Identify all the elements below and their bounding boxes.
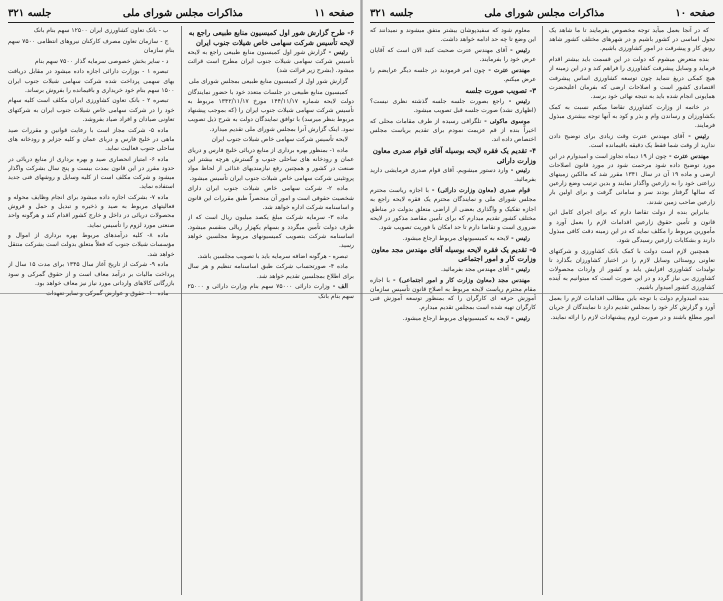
scan-fold-line: [0, 293, 723, 294]
speaker-name: مهندس مجد (معاون وزارت کار و امور اجتماعی) -: [389, 276, 530, 284]
speaker-paragraph: [370, 234, 536, 243]
left-page-left-column: [8, 26, 175, 595]
speaker-text: وارد دستور میشویم. آقای قوام صدری فرمایشی دارید بفرمائید.: [370, 167, 536, 184]
paragraph: بنده متعرض میشوم که دولت در این قسمت باید بیشتر اقدام فرماید و وسایل پیشرفت کشاورزی را فراهم کند و در این زمینه از هیچ کمکی دریغ ننماید چون توسعه کشاورزی اساس پیشرفت اقتصادی کشور است و اصلاحات ارضی که بفرمان اعلیحضرت همایونی انجام شده باید به نتیجه نهائی خود برسد.: [549, 56, 715, 100]
section-heading: ۶- طرح گزارش شور اول کمیسیون منابع طبیعی راجع به لایحه تأسیس شرکت سهامی خاص شیلات جنوب ایران: [188, 28, 354, 47]
speaker-paragraph: [370, 166, 536, 184]
speaker-paragraph: [549, 132, 715, 150]
paragraph: ماده ۹- شرکت از تاریخ آغاز سال ۱۳۴۵ برای مدت ۱۵ سال از پرداخت مالیات بر درآمد معاف است و از حقوق گمرکی و سود بازرگانی کالاهای وارداتی مورد نیاز نیز معاف خواهد بود.: [8, 261, 175, 287]
paragraph: کمیسیون منابع طبیعی در جلسات متعدد خود با حضور نمایندگان دولت لایحه شماره ۱۴۴/۱۱/۱۷ مورخ ۱۳۴۲/۱۱/۱۷ مربوط به تأسیس شرکت سهامی شیلات جنوب ایران را (که بموجب پیشنهاد مربوط بنظر میرسد) با توافق نمایندگان دولت به شرح ذیل تصویب نمود. اینک گزارش آنرا بمجلس شورای ملی تقدیم میدارد.: [187, 88, 354, 133]
speaker-name: موسوی ماکوئی -: [481, 117, 530, 125]
speaker-text: آقای مهندس مجد بفرمائید.: [441, 265, 509, 273]
speaker-text: لایحه به کمیسیونهای مربوط ارجاع میشود.: [402, 314, 509, 322]
right-page-left-column: [370, 26, 536, 595]
speaker-text: تلگرافی رسیده از طرف مقامات محلی که اخیراً بنده از قم عزیمت نمودم برای تقدیم بریاست مجلس اختصاص داده اند.: [370, 117, 536, 144]
speaker-text: وزارت دارائی ۷۵۰۰۰ سهم بنام وزارت دارائی و ۲۵۰۰۰ سهم بنام بانک: [187, 283, 354, 300]
section-heading: ۳- تصویب صورت جلسه: [465, 86, 536, 96]
column-divider: [542, 26, 543, 595]
right-page-title: مذاکرات مجلس شورای ملی: [484, 7, 605, 19]
paragraph: همچنین لازم است دولت با کمک بانک کشاورزی و شرکتهای تعاونی روستائی وسایل لازم را در اختیار کشاورزان بگذارد تا تولیدات کشاورزی افزایش یابد و کشور از واردات محصولات کشاورزی بی نیاز گردد و در این صورت است که میتوانیم به آینده کشاورزی کشور امیدوار باشیم.: [549, 247, 715, 292]
speaker-text: چون از ۱۹ دیماه تجاوز است و امیدوارم در این مورد توضیح داده شود مرحمت شود در مورد قانون اصلاحات ارضی و ماده ۱۹ آن در سال ۱۳۴۱ مقرر شد که مالکین زمینهای زراعتی خود را به زارعین واگذار نمایند و بدین ترتیب وضع زارعین که سالها گرفتار بودند سر و سامانی گرفت و برای اولین بار زارعین صاحب زمین شدند.: [549, 152, 715, 206]
speaker-paragraph: [370, 97, 536, 115]
speaker-name: رئیس -: [508, 265, 530, 273]
speaker-paragraph: [549, 152, 715, 207]
right-page: [362, 0, 723, 601]
paragraph: در خاتمه از وزارت کشاورزی تقاضا میکنم نسبت به کمک بکشاورزان و رساندن وام و بذر و کود به آنها توجه بیشتری مبذول فرمایند.: [549, 103, 715, 130]
speaker-text: راجع بصورت جلسه جلسه گذشته نظری نیست؟ (اظهاری نشد) صورت جلسه قبل تصویب میشود.: [370, 97, 536, 114]
left-page-number: صفحه ۱۱: [314, 7, 354, 19]
paragraph: بنده امیدوارم دولت با توجه باین مطالب اقدامات لازم را بعمل آورد و گزارش کار خود را بمجلس تقدیم دارد تا نمایندگان از جریان امور مطلع باشند و در صورت لزوم پیشنهادات لازم را ارائه نمایند.: [549, 295, 715, 321]
speaker-name: قوام صدری (معاون وزارت دارائی) -: [428, 187, 530, 195]
speaker-paragraph: [370, 265, 536, 274]
section-heading: ۵- تقدیم یک فقره لایحه بوسیله آقای مهندس مجد معاون وزارت کار و امور اجتماعی: [371, 244, 536, 264]
left-header-rule: [8, 22, 354, 23]
paragraph: لایحه تأسیس شرکت سهامی خاص شیلات جنوب ایران: [211, 136, 348, 144]
section-heading: ۴- تقدیم یک فقره لایحه بوسیله آقای قوام صدری معاون وزارت دارائی: [372, 146, 536, 165]
speaker-text: گزارش شور اول کمیسیون منابع طبیعی راجع به لایحه تأسیس شرکت سهامی شیلات جنوب ایران مطرح است قرائت میشود. (بشرح زیر قرائت شد): [187, 49, 354, 75]
speaker-paragraph: [188, 48, 355, 76]
paragraph: د - سایر بخش خصوصی سرمایه گذار ۷۵۰۰ سهم بنام: [34, 57, 169, 65]
speaker-name: مهندس عترت -: [485, 66, 530, 74]
paragraph: ماده ۵- شرکت مجاز است با رعایت قوانین و مقررات صید ماهی در خلیج فارس و دریای عمان و کلیه جزایر و رودخانه های ساحلی جنوب فعالیت نماید.: [8, 126, 175, 152]
speaker-name: رئیس -: [508, 314, 530, 322]
speaker-name: رئیس -: [508, 167, 530, 175]
paragraph: ماده ۶- امتیاز انحصاری صید و بهره برداری از منابع دریائی در حدود مقرر در این قانون بمدت بیست و پنج سال بشرکت واگذار میشود و شرکت مکلف است از کلیه وسایل و روشهای فنی جدید استفاده نماید.: [8, 155, 175, 191]
speaker-name: رئیس -: [684, 132, 709, 140]
speaker-name: الف -: [329, 283, 348, 291]
speaker-paragraph: [370, 186, 536, 232]
paragraph: معلوم شود که سفیدپوشان بیشتر متفق میشوند و نمیدانند که این وضع تا چه حد ادامه خواهد داشت.: [370, 27, 536, 44]
paragraph: ب - بانک تعاون کشاورزی ایران ۱۲۵۰۰ سهم بنام بانک: [33, 27, 169, 34]
speaker-paragraph: [370, 66, 536, 84]
speaker-text: آقای مهندس عترت صحبت کنید الان است که آقایان عرض خود را بفرمایند.: [370, 46, 536, 64]
paragraph: ماده ۴- صورتحساب شرکت طبق اساسنامه تنظیم و هر سال برای اطلاع بمجلسین تقدیم خواهد شد.: [187, 263, 354, 280]
speaker-name: رئیس -: [504, 97, 530, 105]
paragraph: ماده ۱- بمنظور بهره برداری از منابع دریائی خلیج فارس و دریای عمان و رودخانه های ساحلی جنوب و گسترش هرچه بیشتر این صنعت در کشور و همچنین رفع نیازمندیهای غذائی از لحاظ مواد پروتئینی شرکت سهامی خاص شیلات جنوب ایران تأسیس میشود.: [187, 147, 354, 182]
left-page-title: مذاکرات مجلس شورای ملی: [122, 7, 243, 19]
paragraph: که در آنجا بعمل میآید توجه مخصوص بفرمایند تا ما شاهد یک تحول اساسی در کشور باشیم و در شهرهای مختلف کشور شاهد رونق کار و پیشرفت در امور کشاورزی باشیم.: [549, 27, 715, 53]
left-page-session: جلسه ۳۲۱: [8, 7, 52, 19]
speaker-paragraph: [370, 314, 536, 323]
right-page-session: جلسه ۳۲۱: [370, 7, 414, 19]
paragraph: گزارش شور اول از کمیسیون منابع طبیعی بمجلس شورای ملی: [188, 78, 348, 86]
speaker-paragraph: [370, 117, 536, 145]
paragraph: تبصره ۱ - بوزارت دارائی اجازه داده میشود در مقابل دریافت بهای سهمی پرداخت شده شرکت سهامی شیلات جنوب ایران ۱۵۰۰ سهم بنام خود خریداری و باقیمانده را بفروش برساند.: [8, 68, 175, 94]
right-page-header: [370, 6, 715, 20]
speaker-text: چون امر فرمودید در جلسه دیگر عرایضم را عرض میکنم.: [370, 66, 536, 84]
speaker-text: لایحه به کمیسیونهای مربوط ارجاع میشود.: [402, 234, 509, 242]
speaker-name: رئیس -: [326, 49, 348, 56]
left-page-header: [8, 6, 354, 20]
paragraph: ماده ۸- کلیه درآمدهای مربوط بهره برداری از اموال و مؤسسات شیلات جنوب که فعلاً متعلق بدولت است بشرکت منتقل خواهد شد.: [8, 232, 175, 258]
paragraph: ماده ۱۰- حقوق و عوارض گمرکی و سایر تعهدات: [46, 290, 169, 298]
paragraph: تبصره - هرگونه اضافه سرمایه باید با تصویب مجلسین باشد.: [197, 252, 348, 260]
paragraph: ماده ۲- شرکت سهامی خاص شیلات جنوب ایران دارای شخصیت حقوقی است و امور آن منحصراً طبق مقررات این قانون و اساسنامه شرکت اداره خواهد شد.: [187, 185, 354, 211]
speaker-text: آقای مهندس عترت وقت زیادی برای توضیح دادن ندارید از وقت شما فقط یک دقیقه باقیمانده است.: [549, 132, 715, 149]
paragraph: بنابراین بنده از دولت تقاضا دارم که برای اجرای کامل این قانون و تأمین حقوق زارعین اقدامات لازم را بعمل آورد و مأمورین مربوط را مکلف نماید که در این زمینه دقت کافی مبذول دارند و بشکایات زارعین رسیدگی شود.: [549, 209, 715, 244]
speaker-paragraph: [370, 46, 536, 64]
right-page-columns: [370, 26, 715, 595]
speaker-name: رئیس -: [508, 234, 530, 242]
left-page-columns: [8, 26, 354, 595]
paragraph: تبصره ۲ - بانک تعاون کشاورزی ایران مکلف است کلیه سهام خود را در شرکت سهامی خاص شیلات جنوب ایران به شرکتهای تعاونی صیادان و افراد صیاد بفروشد.: [8, 97, 175, 123]
speaker-text: با اجازه مقام محترم ریاست لایحه مربوط به اصلاح قانون تأسیس سازمان آموزش حرفه ای کارگران را که بمنظور توسعه آموزش فنی کارگران تهیه شده است بمجلس تقدیم میدارم.: [370, 276, 536, 312]
right-header-rule: [370, 22, 715, 23]
speaker-name: رئیس -: [507, 46, 530, 54]
speaker-paragraph: [188, 282, 355, 300]
paragraph: ماده ۳- سرمایه شرکت مبلغ یکصد میلیون ریال است که از طرف دولت تأمین میگردد و بسهام یکهزار ریالی منقسم میشود. اساسنامه شرکت بتصویب کمیسیونهای مربوط مجلسین خواهد رسید.: [187, 214, 354, 250]
speaker-text: با اجازه ریاست محترم مجلس شورای ملی و نمایندگان محترم یک فقره لایحه راجع به اجازه تفکیک و واگذاری بعضی از اراضی متعلق بدولت در مناطق مختلف کشور تقدیم میدارم که برای تأمین مقاصد مذکور در لایحه ضروری است و تقاضا دارم تا حد امکان با فوریت تصویب شود.: [370, 187, 536, 231]
right-page-number: صفحه ۱۰: [675, 7, 715, 19]
right-page-right-column: [549, 26, 715, 595]
speaker-name: مهندس عترت -: [666, 152, 709, 160]
paragraph: ج - سازمان تعاون مصرف کارکنان نیروهای انتظامی ۷۵۰۰ سهم بنام سازمان: [8, 37, 175, 54]
left-page-right-column: [188, 26, 355, 595]
paragraph: ماده ۷- بشرکت اجازه داده میشود برای انجام وظایف محوله و فعالیتهای مربوط به صید و ذخیره و تبدیل و حمل و فروش محصولات دریائی در داخل و خارج کشور اقدام کند و هرگونه واحد صنعتی مورد لزوم را تأسیس نماید.: [8, 193, 175, 229]
column-divider: [181, 26, 182, 595]
